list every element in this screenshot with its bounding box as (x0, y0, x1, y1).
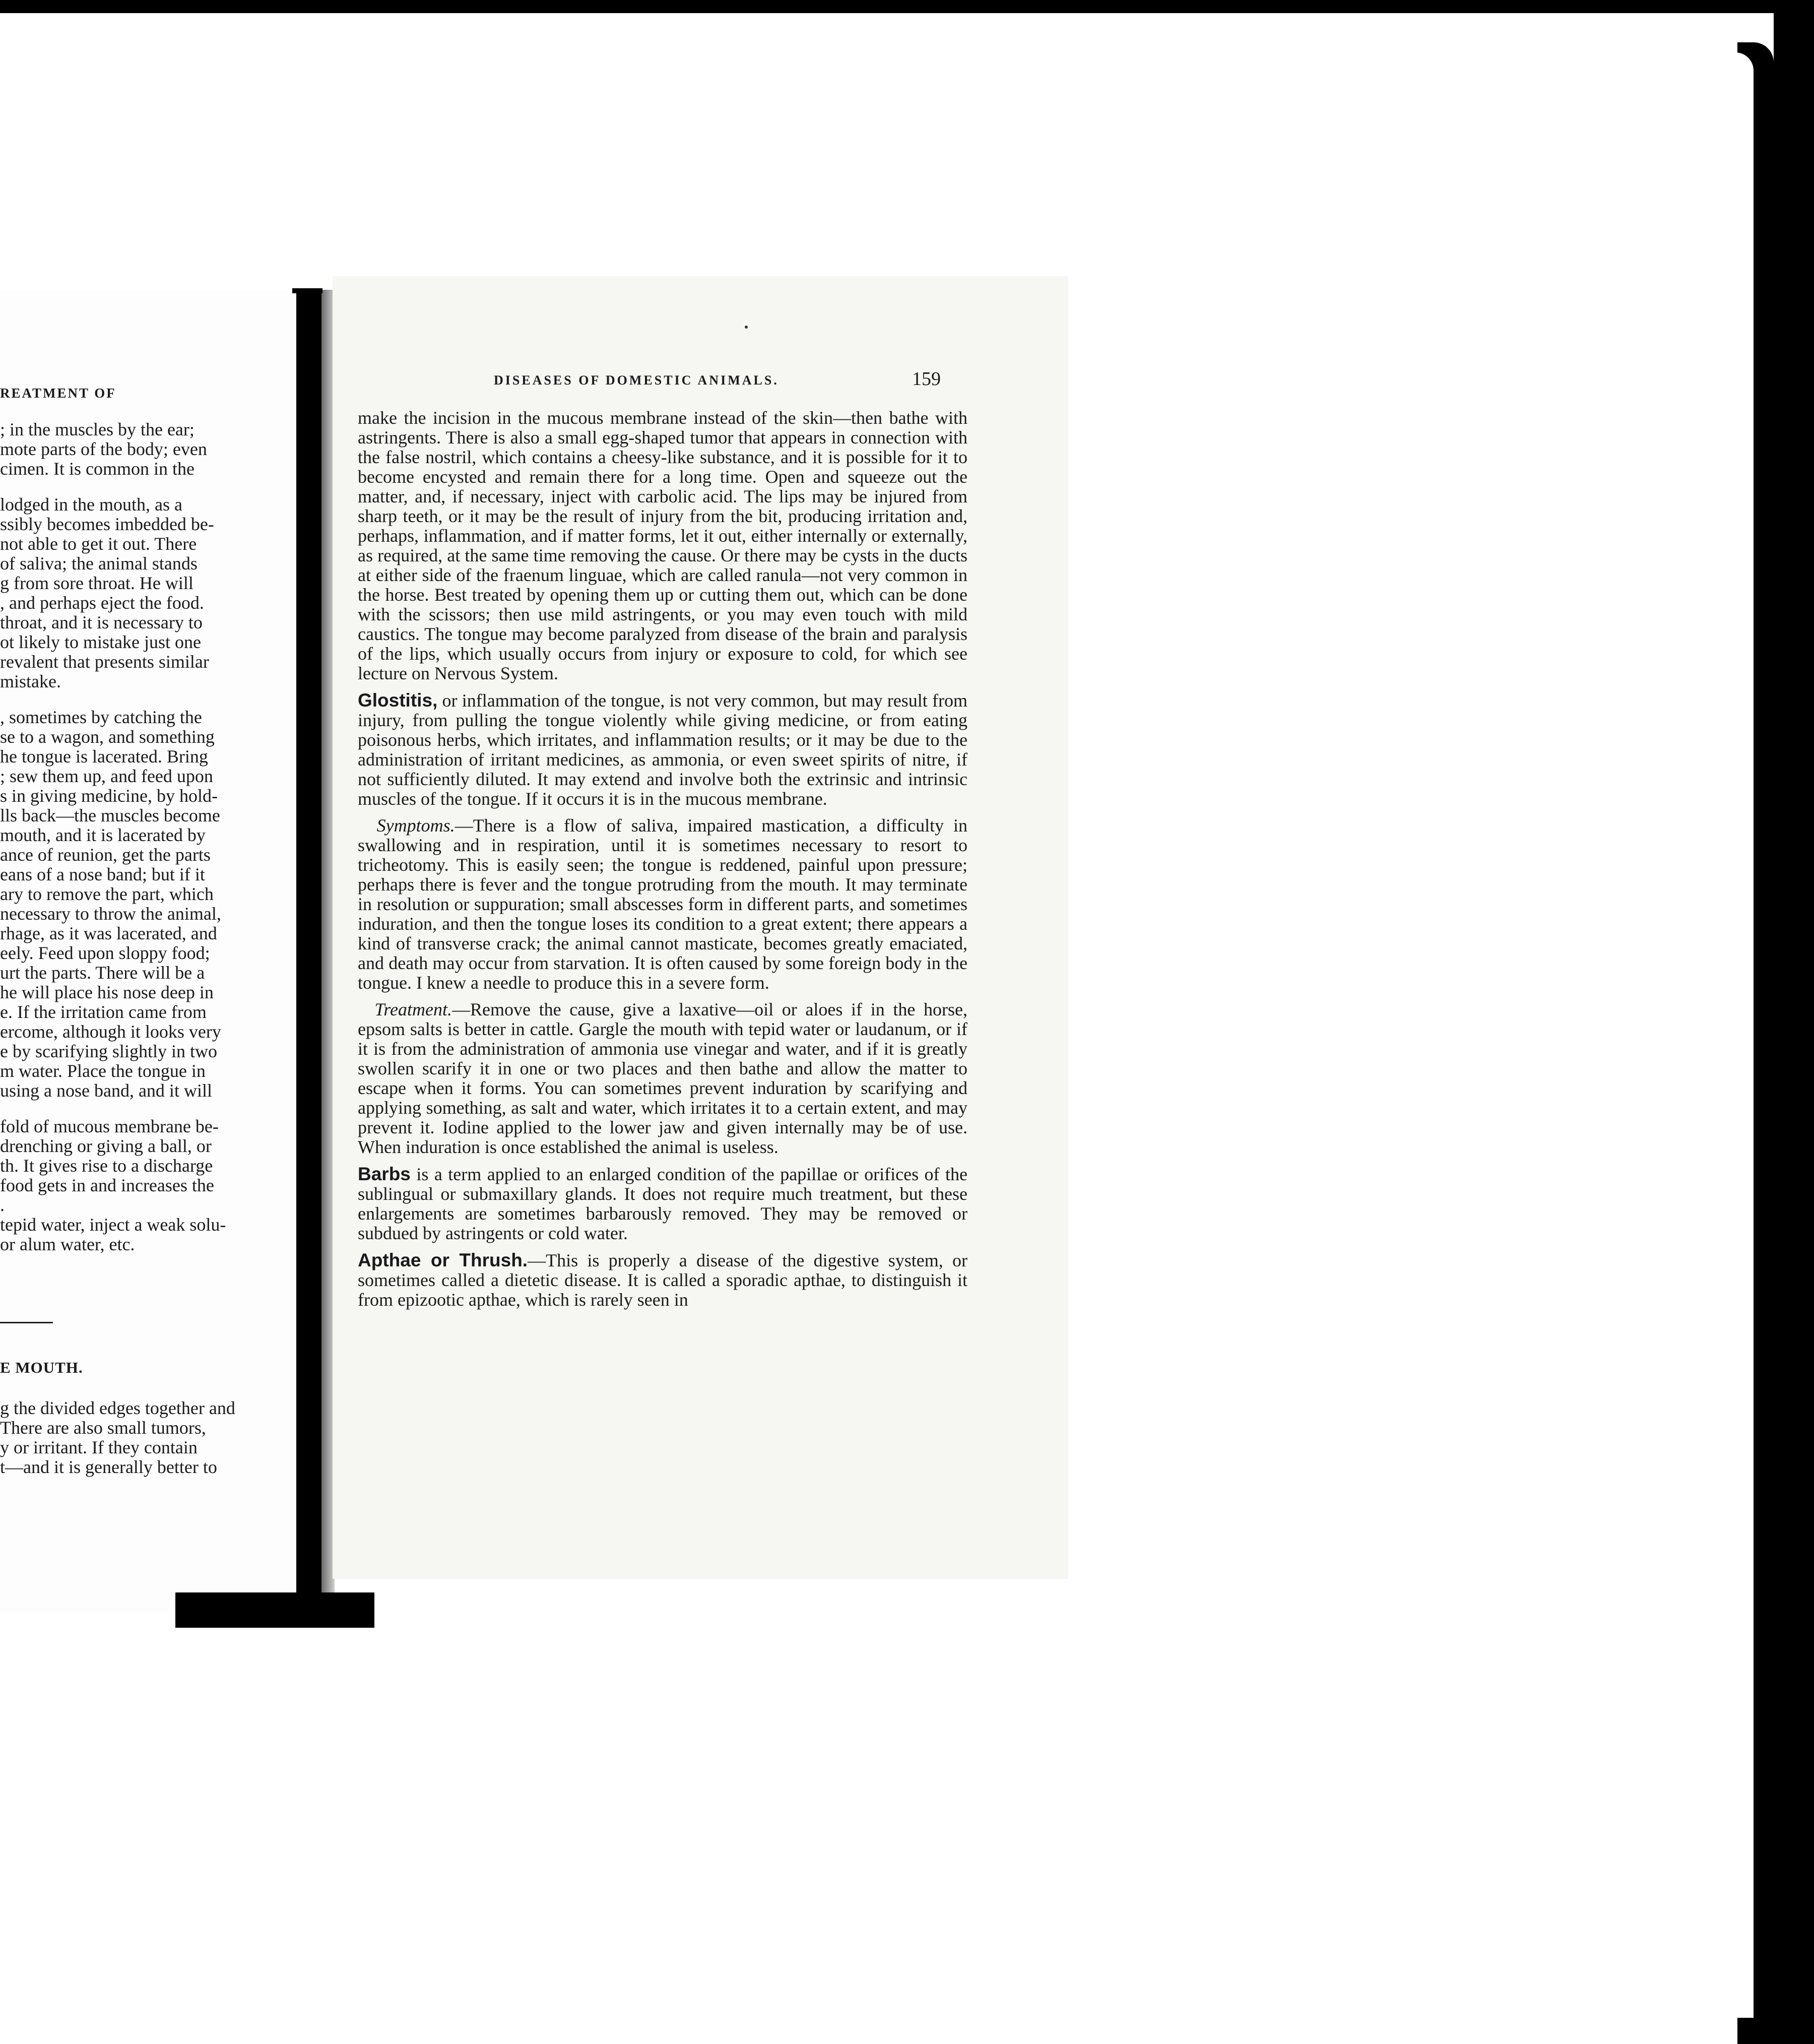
left-text-line: ; sew them up, and feed upon (0, 766, 213, 786)
left-text-line: or alum water, etc. (0, 1234, 135, 1254)
binding-notch (292, 288, 322, 293)
binding-bar (296, 288, 321, 1606)
scan-frame-edge (1737, 42, 1774, 2044)
scan-paper-edge (1733, 52, 1754, 2018)
scan-border-right (1774, 0, 1814, 2044)
paragraph-glostitis (358, 690, 967, 809)
left-text-line: y or irritant. If they contain (0, 1437, 198, 1457)
left-text-line: There are also small tumors, (0, 1418, 206, 1438)
left-page (0, 290, 322, 1613)
left-text-line: lodged in the mouth, as a (0, 494, 182, 515)
left-text-line: he tongue is lacerated. Bring (0, 746, 208, 766)
paragraph-apthae (358, 1250, 967, 1310)
left-text-line (0, 1101, 262, 1117)
paragraph-symptoms (358, 816, 967, 993)
left-text-line: m water. Place the tongue in (0, 1061, 206, 1081)
left-text-line: , and perhaps eject the food. (0, 593, 204, 613)
heading-treatment: Treatment. (374, 999, 452, 1019)
page-body (358, 408, 967, 1317)
heading-barbs: Barbs (358, 1164, 411, 1184)
left-text-line: . (0, 1195, 5, 1215)
left-text-line: eans of a nose band; but if it (0, 864, 205, 884)
left-text-line: not able to get it out. There (0, 534, 197, 554)
left-running-head: REATMENT OF (0, 386, 116, 401)
speck-mark (745, 326, 748, 329)
left-text-line: revalent that presents similar (0, 652, 209, 672)
left-text-line: food gets in and increases the (0, 1175, 214, 1195)
paragraph-incision: make the incision in the mucous membrane instead of the skin—then bathe with astringents. There is also a small egg-shaped tumor that appears in connection with the false nostril, which contains a cheesy-like substance, and it is possible for it to become encysted and remain there for a long time. Open and squeeze out the matter, and, if necessary, inject with carbolic acid. The lips may be injured from sharp teeth, or it may be the result of injury from the bit, producing irritation and, perhaps, inflammation, and if matter forms, let it out, either internally or externally, as required, at the same time removing the cause. Or there may be cysts in the ducts at either side of the fraenum linguae, which are called ranula—not very common in the horse. Best treated by opening them up or cutting them out, which can be done with the scissors; then use mild astringents, or you may even touch with mild caustics. The tongue may become paralyzed from disease of the brain and paralysis of the lips, which usually occurs from injury or exposure to cold, for which see lecture on Nervous System. (358, 408, 967, 683)
left-text-line: cimen. It is common in the (0, 459, 195, 479)
left-text-line: e by scarifying slightly in two (0, 1041, 217, 1061)
symptoms-text: —There is a flow of saliva, impaired mastication, a difficulty in swallowing and in respiration, until it is sometimes necessary to resort to tricheotomy. This is easily seen; the tongue is reddened, painful upon pressure; perhaps there is fever and the tongue protruding from the mouth. It may terminate in resolution or suppuration; small abscesses form in different parts, and sometimes induration, and then the tongue loses its condition to a great extent; there appears a kind of transverse crack; the animal cannot masticate, becomes greatly emaciated, and death may occur from starvation. It is often caused by some foreign body in the tongue. I knew a needle to produce this in a severe form. (358, 815, 967, 993)
left-text-line: e. If the irritation came from (0, 1002, 207, 1022)
running-head: DISEASES OF DOMESTIC ANIMALS. (494, 373, 779, 388)
left-text-line: drenching or giving a ball, or (0, 1136, 212, 1156)
apthae-text: —This is properly a disease of the digestive system, or sometimes called a dietetic disease. It is called a sporadic apthae, to distinguish it from epizootic apthae, which is rarely seen in (358, 1250, 968, 1310)
left-text-line: ance of reunion, get the parts (0, 845, 211, 865)
left-text-line: fold of mucous membrane be- (0, 1116, 219, 1136)
left-text-line: tepid water, inject a weak solu- (0, 1215, 226, 1235)
left-text-line: mote parts of the body; even (0, 439, 207, 459)
paragraph-treatment (358, 1000, 967, 1157)
glostitis-text: or inflammation of the tongue, is not very common, but may result from injury, from pulling the tongue violently while giving medicine, or from eating poisonous herbs, which irritates, and inflammation results; or it may be due to the administration of irritant medicines, as ammonia, or even sweet spirits of nitre, if not sufficiently diluted. It may extend and involve both the extrinsic and intrinsic muscles of the tongue. If it occurs it is in the mucous membrane. (358, 690, 967, 809)
left-text-line: t—and it is generally better to (0, 1457, 217, 1477)
page-number: 159 (912, 368, 941, 390)
left-text-line: se to a wagon, and something (0, 727, 215, 747)
left-text-line: using a nose band, and it will (0, 1080, 212, 1101)
heading-apthae: Apthae or Thrush. (358, 1250, 528, 1270)
left-text-line: ssibly becomes imbedded be- (0, 514, 214, 534)
left-text-line (0, 691, 262, 708)
left-text-line: ; in the muscles by the ear; (0, 419, 195, 439)
heading-glostitis: Glostitis, (358, 690, 438, 711)
left-text-line: ercome, although it looks very (0, 1021, 221, 1042)
paragraph-barbs (358, 1164, 967, 1243)
heading-symptoms: Symptoms. (376, 815, 455, 836)
left-text-line: g the divided edges together and (0, 1398, 235, 1418)
left-text-line: ot likely to mistake just one (0, 632, 201, 652)
treatment-text: —Remove the cause, give a laxative—oil or aloes if in the horse, epsom salts is better in cattle. Gargle the mouth with tepid water or laudanum, or if it is from the administration of ammonia use vinegar and water, and if it is greatly swollen scarify it in one or two places and then bathe and allow the matter to escape when it forms. You can sometimes prevent induration by scarifying and applying something, as salt and water, which irritates it to a certain extent, and may prevent it. Iodine applied to the lower jaw and given internally may be of use. When induration is once established the animal is useless. (358, 999, 967, 1157)
left-page-text (0, 420, 262, 1254)
barbs-text: is a term applied to an enlarged condition of the papillae or orifices of the sublingual or submaxillary glands. It does not require much treatment, but these enlargements are sometimes barbarously removed. They may be removed or subdued by astringents or cold water. (358, 1164, 967, 1243)
right-page (333, 276, 1068, 1579)
left-text-line: he will place his nose deep in (0, 982, 214, 1002)
left-text-line: eely. Feed upon sloppy food; (0, 943, 210, 963)
left-subheading: E MOUTH. (0, 1359, 83, 1376)
left-text-line: rhage, as it was lacerated, and (0, 923, 217, 943)
left-text-line: mistake. (0, 671, 61, 691)
left-text-line: throat, and it is necessary to (0, 612, 203, 632)
left-page-tail-text (0, 1398, 270, 1477)
scan-border-top (0, 0, 1814, 13)
left-text-line: th. It gives rise to a discharge (0, 1156, 213, 1176)
left-text-line: urt the parts. There will be a (0, 963, 205, 983)
left-text-line: lls back—the muscles become (0, 805, 220, 825)
left-text-line: g from sore throat. He will (0, 573, 193, 593)
left-text-line: necessary to throw the animal, (0, 904, 221, 924)
left-text-line: mouth, and it is lacerated by (0, 825, 206, 845)
left-text-line: ary to remove the part, which (0, 884, 214, 904)
section-rule (0, 1322, 53, 1323)
left-text-line: , sometimes by catching the (0, 707, 202, 727)
bottom-black-tab (175, 1592, 374, 1628)
left-text-line (0, 479, 262, 495)
left-text-line: of saliva; the animal stands (0, 553, 198, 573)
left-text-line: s in giving medicine, by hold- (0, 786, 218, 806)
